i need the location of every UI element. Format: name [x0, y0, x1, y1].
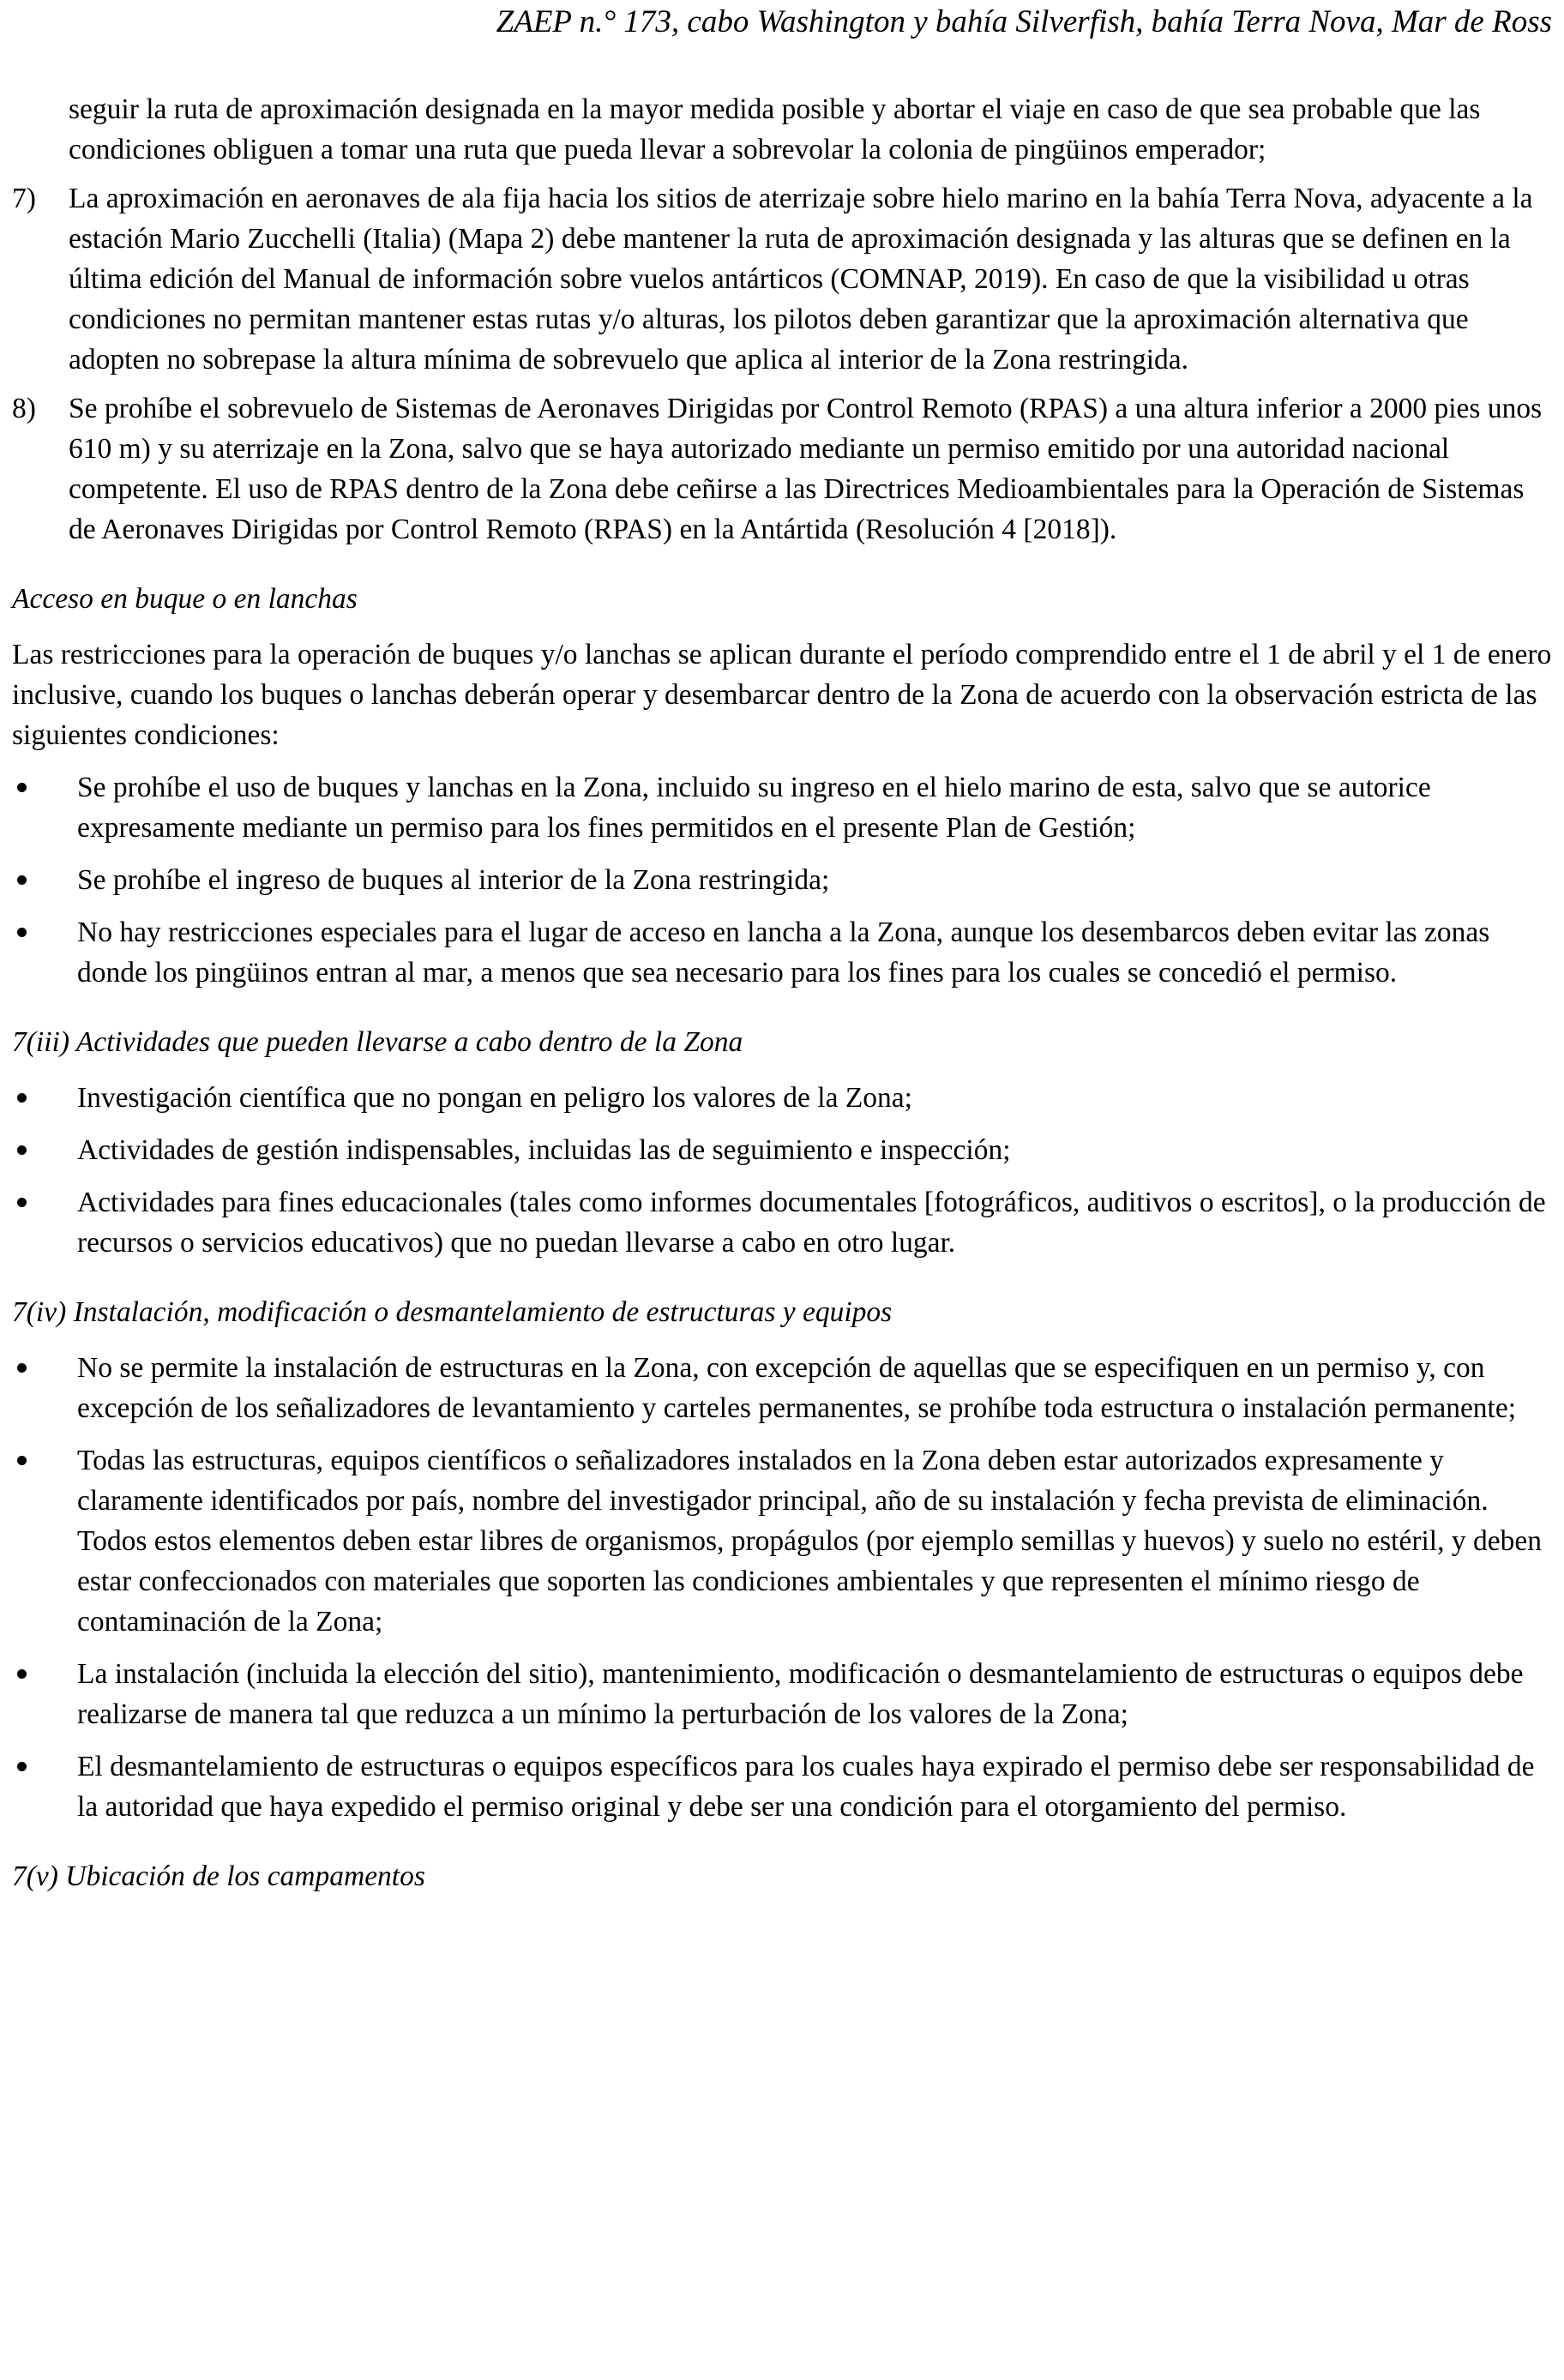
bullet-icon: [17, 1456, 27, 1465]
section-heading-boat-access: Acceso en buque o en lanchas: [12, 583, 358, 615]
bullet-icon: [17, 1198, 27, 1207]
item-text: La aproximación en aeronaves de ala fija hacia los sitios de aterrizaje sobre hielo marino en la bahía Terra Nova, adyacente a la estación Mario Zucchelli (Italia) (Mapa 2) debe mantener la ruta de aproximación designada y las alturas que se definen en la última edición del Manual de información sobre vuelos antárticos (COMNAP, 2019). En caso de que la visibilidad u otras condiciones no permitan mantener estas rutas y/o alturas, los pilotos deben garantizar que la aproximación alternativa que adopten no sobrepase la altura mínima de sobrevuelo que aplica al interior de la Zona restringida.: [69, 183, 1533, 376]
bullet-text: No hay restricciones especiales para el lugar de acceso en lancha a la Zona, aunque los desembarcos deben evitar las zonas donde los pingüinos entran al mar, a menos que sea necesario para los fines para los cuales se concedió el permiso.: [77, 917, 1490, 989]
bullet-icon: [17, 783, 27, 792]
bullet-icon: [17, 1363, 27, 1373]
bullet-text: Actividades para fines educacionales (tales como informes documentales [fotográficos, auditivos o escritos], o la producción de recursos o servicios educativos) que no puedan llevarse a cabo en otro lugar.: [77, 1187, 1546, 1259]
numbered-item: [12, 178, 1552, 380]
bullet-icon: [17, 1762, 27, 1771]
bullet-item: [12, 1130, 1552, 1170]
bullet-item: [12, 767, 1552, 848]
section-heading-camps: 7(v) Ubicación de los campamentos: [12, 1860, 425, 1892]
bullet-icon: [17, 928, 27, 937]
bullet-text: El desmantelamiento de estructuras o equipos específicos para los cuales haya expirado el permiso debe ser responsabilidad de la autoridad que haya expedido el permiso original y debe ser una condición para el otorgamiento del permiso.: [77, 1751, 1535, 1823]
item-number: 8): [12, 393, 36, 424]
bullet-text: No se permite la instalación de estructuras en la Zona, con excepción de aquellas que se especifiquen en un permiso y, con excepción de los señalizadores de levantamiento y carteles permanentes, se prohíbe toda estructura o instalación permanente;: [77, 1352, 1517, 1424]
numbered-item: [12, 388, 1552, 550]
bullet-text: La instalación (incluida la elección del sitio), mantenimiento, modificación o desmantelamiento de estructuras o equipos debe realizarse de manera tal que reduzca a un mínimo la perturbación de los valores de la Zona;: [77, 1658, 1524, 1730]
bullet-text: Se prohíbe el uso de buques y lanchas en la Zona, incluido su ingreso en el hielo marino de esta, salvo que se autorice expresamente mediante un permiso para los fines permitidos en el presente Plan de Gestión;: [77, 772, 1431, 844]
bullet-item: [12, 1078, 1552, 1118]
section-heading-structures: 7(iv) Instalación, modificación o desmantelamiento de estructuras y equipos: [12, 1296, 893, 1328]
running-header: ZAEP n.° 173, cabo Washington y bahía Silverfish, bahía Terra Nova, Mar de Ross: [496, 4, 1552, 39]
bullet-text: Investigación científica que no pongan en peligro los valores de la Zona;: [77, 1082, 912, 1114]
bullet-icon: [17, 1145, 27, 1155]
bullet-item: [12, 1440, 1552, 1642]
bullet-item: [12, 860, 1552, 900]
document-body: [12, 89, 1552, 1912]
bullet-item: [12, 912, 1552, 993]
bullet-item: [12, 1654, 1552, 1734]
bullet-icon: [17, 1093, 27, 1103]
bullet-item: [12, 1348, 1552, 1428]
bullet-icon: [17, 1669, 27, 1679]
bullet-text: Se prohíbe el ingreso de buques al interior de la Zona restringida;: [77, 864, 830, 896]
bullet-item: [12, 1182, 1552, 1263]
item-text: Se prohíbe el sobrevuelo de Sistemas de Aeronaves Dirigidas por Control Remoto (RPAS) a una altura inferior a 2000 pies unos 610 m) y su aterrizaje en la Zona, salvo que se haya autorizado mediante un permiso emitido por una autoridad nacional competente. El uso de RPAS dentro de la Zona debe ceñirse a las Directrices Medioambientales para la Operación de Sistemas de Aeronaves Dirigidas por Control Remoto (RPAS) en la Antártida (Resolución 4 [2018]).: [69, 393, 1543, 545]
section-heading-activities: 7(iii) Actividades que pueden llevarse a cabo dentro de la Zona: [12, 1026, 743, 1058]
bullet-text: Actividades de gestión indispensables, incluidas las de seguimiento e inspección;: [77, 1134, 1011, 1166]
continuation-paragraph: seguir la ruta de aproximación designada en la mayor medida posible y abortar el viaje en caso de que sea probable que las condiciones obliguen a tomar una ruta que pueda llevar a sobrevolar la colonia de pingüinos emperador;: [69, 93, 1481, 165]
bullet-icon: [17, 875, 27, 885]
section-intro: Las restricciones para la operación de buques y/o lanchas se aplican durante el período comprendido entre el 1 de abril y el 1 de enero inclusive, cuando los buques o lanchas deberán operar y desembarcar dentro de la Zona de acuerdo con la observación estricta de las siguientes condiciones:: [12, 639, 1552, 751]
bullet-text: Todas las estructuras, equipos científicos o señalizadores instalados en la Zona deben estar autorizados expresamente y claramente identificados por país, nombre del investigador principal, año de su instalación y fecha prevista de eliminación. Todos estos elementos deben estar libres de organismos, propágulos (por ejemplo semillas y huevos) y suelo no estéril, y deben estar confeccionados con materiales que soporten las condiciones ambientales y que representen el mínimo riesgo de contaminación de la Zona;: [77, 1445, 1542, 1638]
bullet-item: [12, 1746, 1552, 1827]
item-number: 7): [12, 183, 36, 214]
